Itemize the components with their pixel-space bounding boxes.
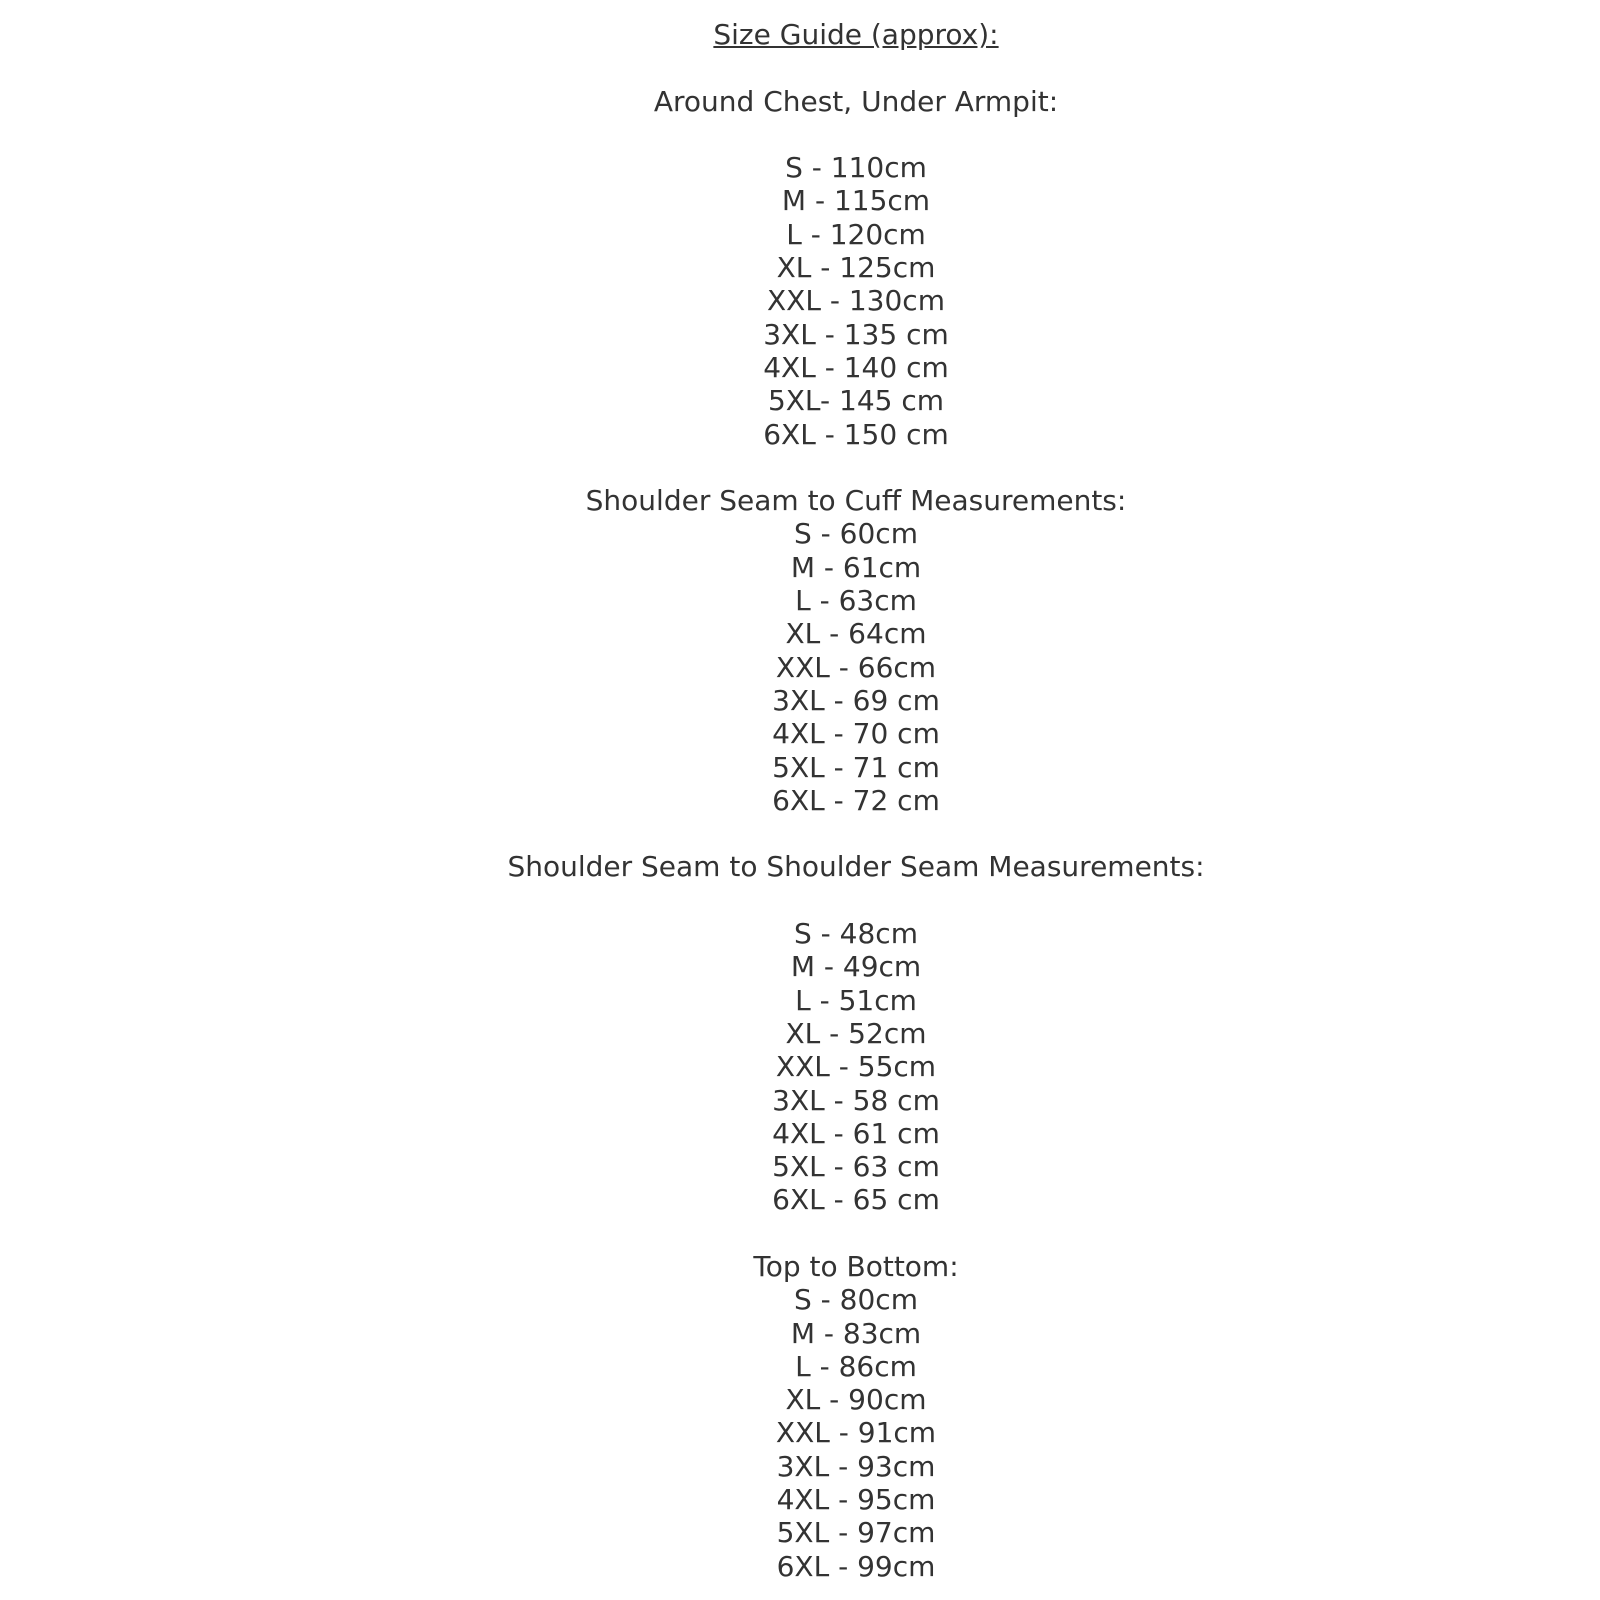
size-list [112, 1283, 1600, 1583]
size-list-item: 4XL - 61 cm [772, 1116, 940, 1150]
size-list [112, 151, 1600, 451]
size-list-item: M - 49cm [790, 950, 922, 984]
section-heading: Shoulder Seam to Cuff Measurements: [585, 484, 1127, 518]
size-list-item: XXL - 55cm [775, 1050, 937, 1084]
size-list-item: 4XL - 70 cm [772, 717, 940, 751]
size-list [112, 917, 1600, 1217]
size-section [112, 850, 1600, 1216]
size-list-item: XL - 125cm [776, 251, 936, 285]
size-list-item: XXL - 66cm [775, 650, 937, 684]
size-list-item: L - 86cm [795, 1349, 917, 1383]
size-list-item: 3XL - 69 cm [772, 683, 940, 717]
size-list-item: L - 51cm [795, 983, 917, 1017]
size-list-item: 5XL - 63 cm [772, 1150, 940, 1184]
size-list-item: 5XL - 71 cm [772, 750, 940, 784]
size-list-item: M - 61cm [790, 550, 922, 584]
size-list-item: XXL - 130cm [767, 284, 945, 318]
size-list-item: 4XL - 140 cm [763, 350, 949, 384]
size-list-item: XL - 52cm [785, 1016, 927, 1050]
size-list [112, 517, 1600, 817]
size-list-item: XL - 90cm [785, 1383, 927, 1417]
size-section [112, 85, 1600, 451]
size-section [112, 1250, 1600, 1583]
section-heading: Top to Bottom: [753, 1249, 959, 1283]
size-list-item: S - 110cm [785, 151, 927, 185]
size-list-item: 3XL - 135 cm [763, 317, 949, 351]
size-list-item: L - 120cm [786, 217, 926, 251]
size-list-item: 3XL - 93cm [776, 1449, 936, 1483]
size-guide-sections [112, 85, 1600, 1583]
size-list-item: 3XL - 58 cm [772, 1083, 940, 1117]
size-list-item: 5XL- 145 cm [767, 384, 945, 418]
size-list-item: 6XL - 150 cm [763, 417, 949, 451]
size-list-item: L - 63cm [795, 584, 917, 618]
page-title [112, 18, 1600, 51]
section-heading: Around Chest, Under Armpit: [653, 84, 1059, 118]
size-list-item: M - 83cm [790, 1316, 922, 1350]
section-heading: Shoulder Seam to Shoulder Seam Measurements: [507, 850, 1205, 884]
size-list-item: 6XL - 72 cm [772, 783, 940, 817]
size-list-item: M - 115cm [781, 184, 931, 218]
size-section [112, 484, 1600, 817]
size-list-item: XL - 64cm [785, 617, 927, 651]
size-list-item: S - 48cm [794, 917, 918, 951]
size-list-item: 4XL - 95cm [776, 1483, 936, 1517]
size-list-item: 6XL - 65 cm [772, 1183, 940, 1217]
size-list-item: S - 60cm [794, 517, 918, 551]
size-list-item: 6XL - 99cm [776, 1549, 936, 1583]
size-list-item: S - 80cm [794, 1283, 918, 1317]
page-title-text: Size Guide (approx): [713, 18, 999, 51]
size-guide-document [112, 0, 1600, 1583]
size-list-item: XXL - 91cm [775, 1416, 937, 1450]
size-list-item: 5XL - 97cm [776, 1516, 936, 1550]
